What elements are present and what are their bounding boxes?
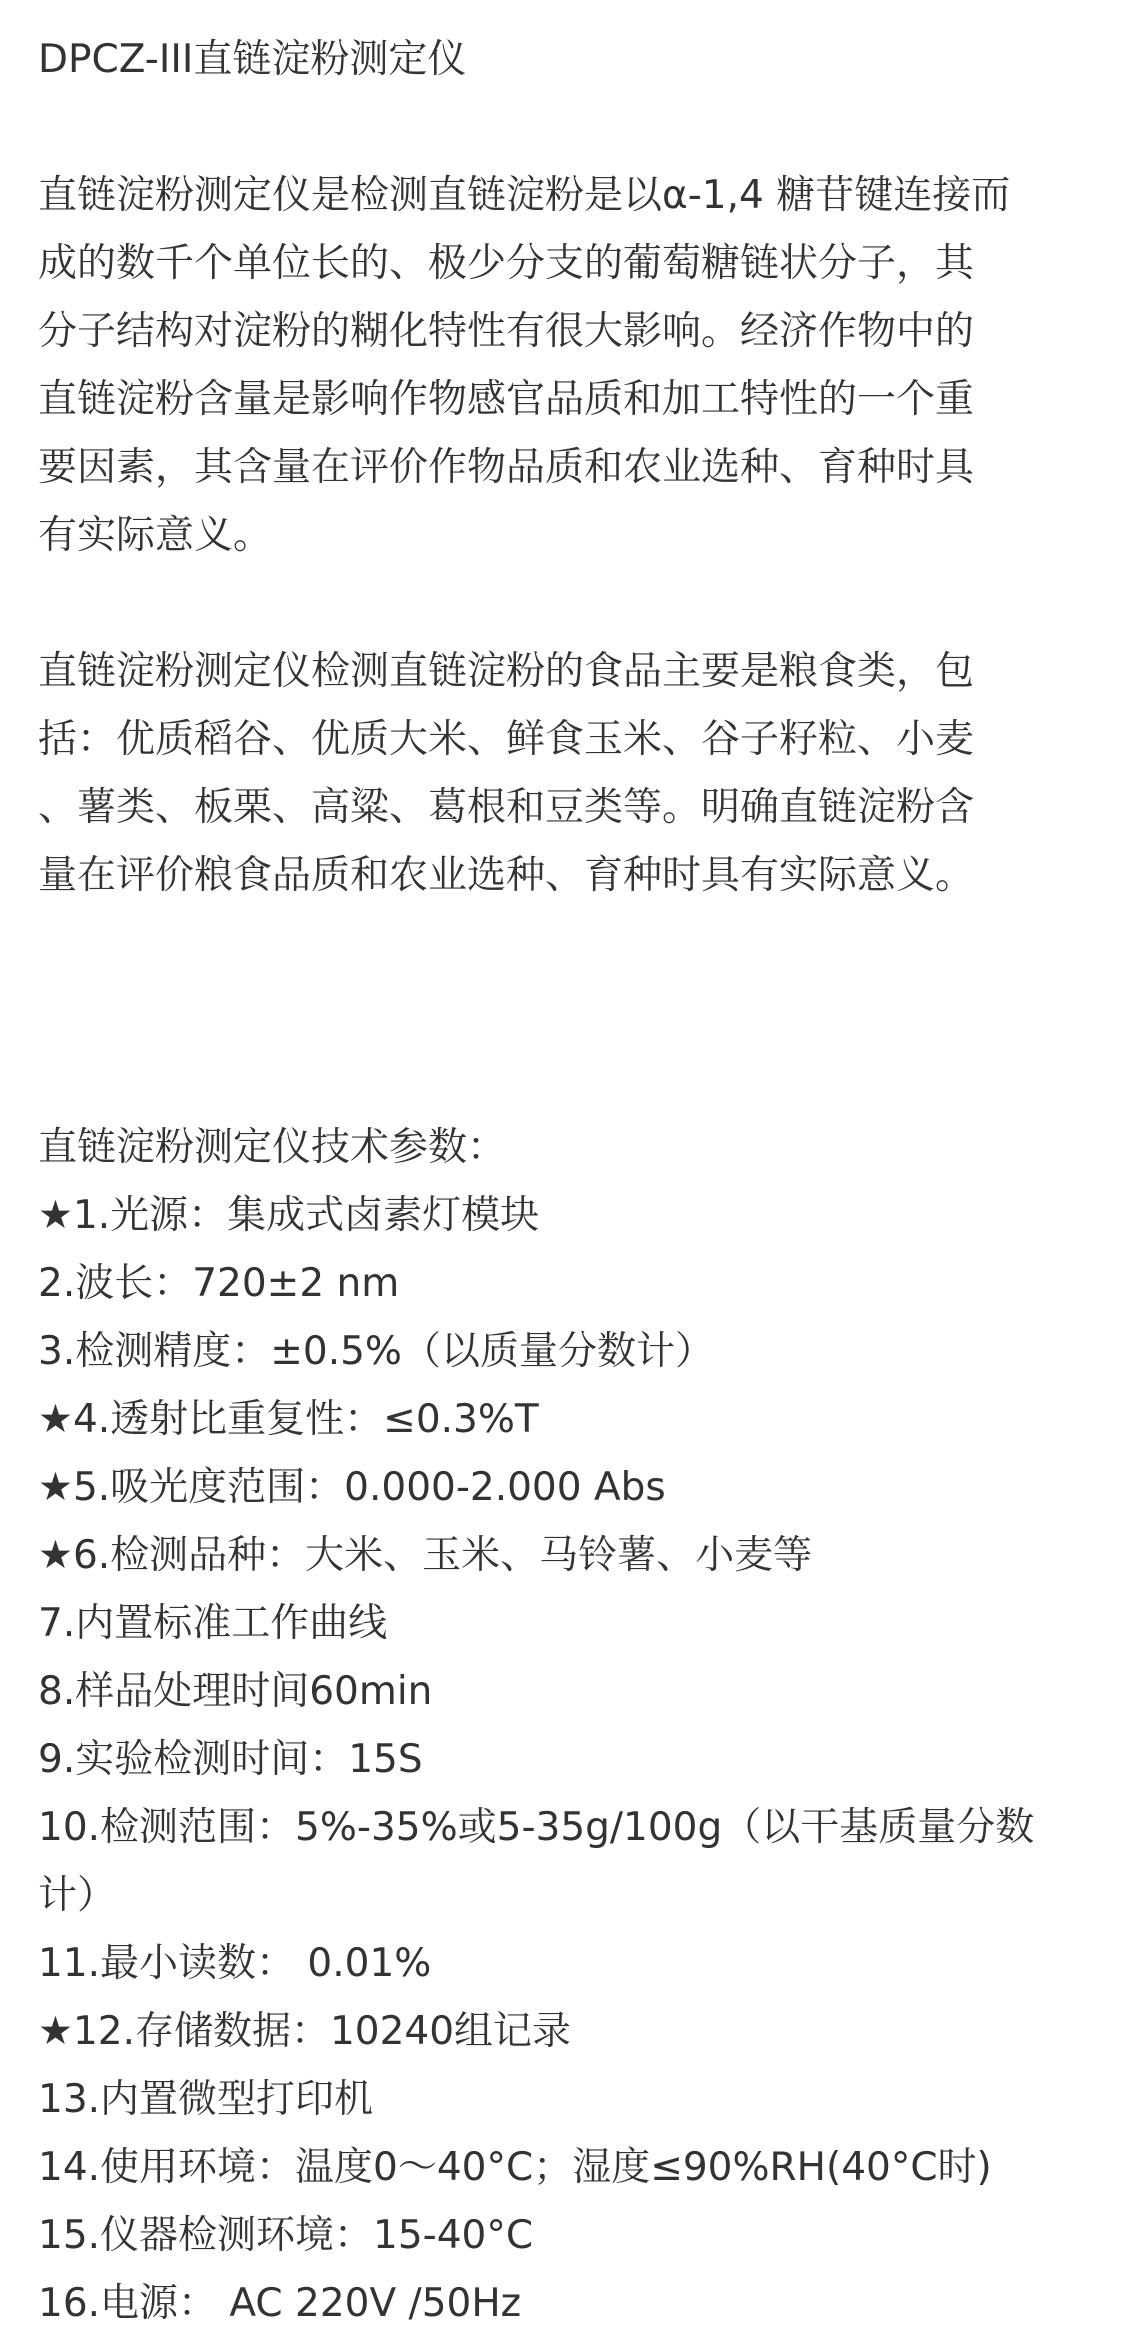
intro-line: 成的数千个单位长的、极少分支的葡萄糖链状分子，其 — [38, 241, 975, 286]
spec-item: 15.仪器检测环境：15-40°C — [38, 2213, 534, 2258]
spacer — [38, 570, 1087, 638]
spec-item: ★12.存储数据：10240组记录 — [38, 2009, 572, 2054]
application-line: 、薯类、板栗、高粱、葛根和豆类等。明确直链淀粉含 — [38, 785, 975, 830]
intro-line: 分子结构对淀粉的糊化特性有很大影响。经济作物中的 — [38, 309, 975, 354]
intro-paragraph — [38, 162, 1087, 570]
spec-item: 2.波长：720±2 nm — [38, 1261, 400, 1306]
spec-item: 8.样品处理时间60min — [38, 1669, 433, 1714]
spec-item: 11.最小读数： 0.01% — [38, 1941, 432, 1986]
spec-item: 16.电源： AC 220V /50Hz — [38, 2281, 522, 2326]
spec-heading: 直链淀粉测定仪技术参数： — [38, 1125, 507, 1170]
spec-list — [38, 1182, 1087, 2338]
application-line: 直链淀粉测定仪检测直链淀粉的食品主要是粮食类，包 — [38, 649, 975, 694]
spec-item: ★6.检测品种：大米、玉米、马铃薯、小麦等 — [38, 1533, 813, 1578]
spec-item: 9.实验检测时间：15S — [38, 1737, 423, 1782]
spec-item: ★4.透射比重复性：≤0.3%T — [38, 1397, 539, 1442]
intro-line: 直链淀粉测定仪是检测直链淀粉是以α-1,4 糖苷键连接而 — [38, 173, 1011, 218]
application-line: 量在评价粮食品质和农业选种、育种时具有实际意义。 — [38, 853, 975, 898]
spec-item: 计） — [38, 1873, 117, 1918]
application-paragraph — [38, 638, 1087, 910]
application-line: 括：优质稻谷、优质大米、鲜食玉米、谷子籽粒、小麦 — [38, 717, 975, 762]
spacer — [38, 94, 1087, 162]
page-title: DPCZ-III直链淀粉测定仪 — [38, 37, 467, 82]
spec-item: 10.检测范围：5%-35%或5-35g/100g（以干基质量分数 — [38, 1805, 1035, 1850]
intro-line: 有实际意义。 — [38, 513, 273, 558]
intro-line: 要因素，其含量在评价作物品质和农业选种、育种时具 — [38, 445, 975, 490]
spec-item: 13.内置微型打印机 — [38, 2077, 374, 2122]
spec-item: ★1.光源：集成式卤素灯模块 — [38, 1193, 540, 1238]
spec-item: ★5.吸光度范围：0.000-2.000 Abs — [38, 1465, 666, 1510]
spec-item: 3.检测精度：±0.5%（以质量分数计） — [38, 1329, 714, 1374]
intro-line: 直链淀粉含量是影响作物感官品质和加工特性的一个重 — [38, 377, 975, 422]
spec-item: 7.内置标准工作曲线 — [38, 1601, 388, 1646]
spec-item: 14.使用环境：温度0～40°C；湿度≤90%RH(40°C时) — [38, 2145, 992, 2190]
spacer — [38, 910, 1087, 1114]
